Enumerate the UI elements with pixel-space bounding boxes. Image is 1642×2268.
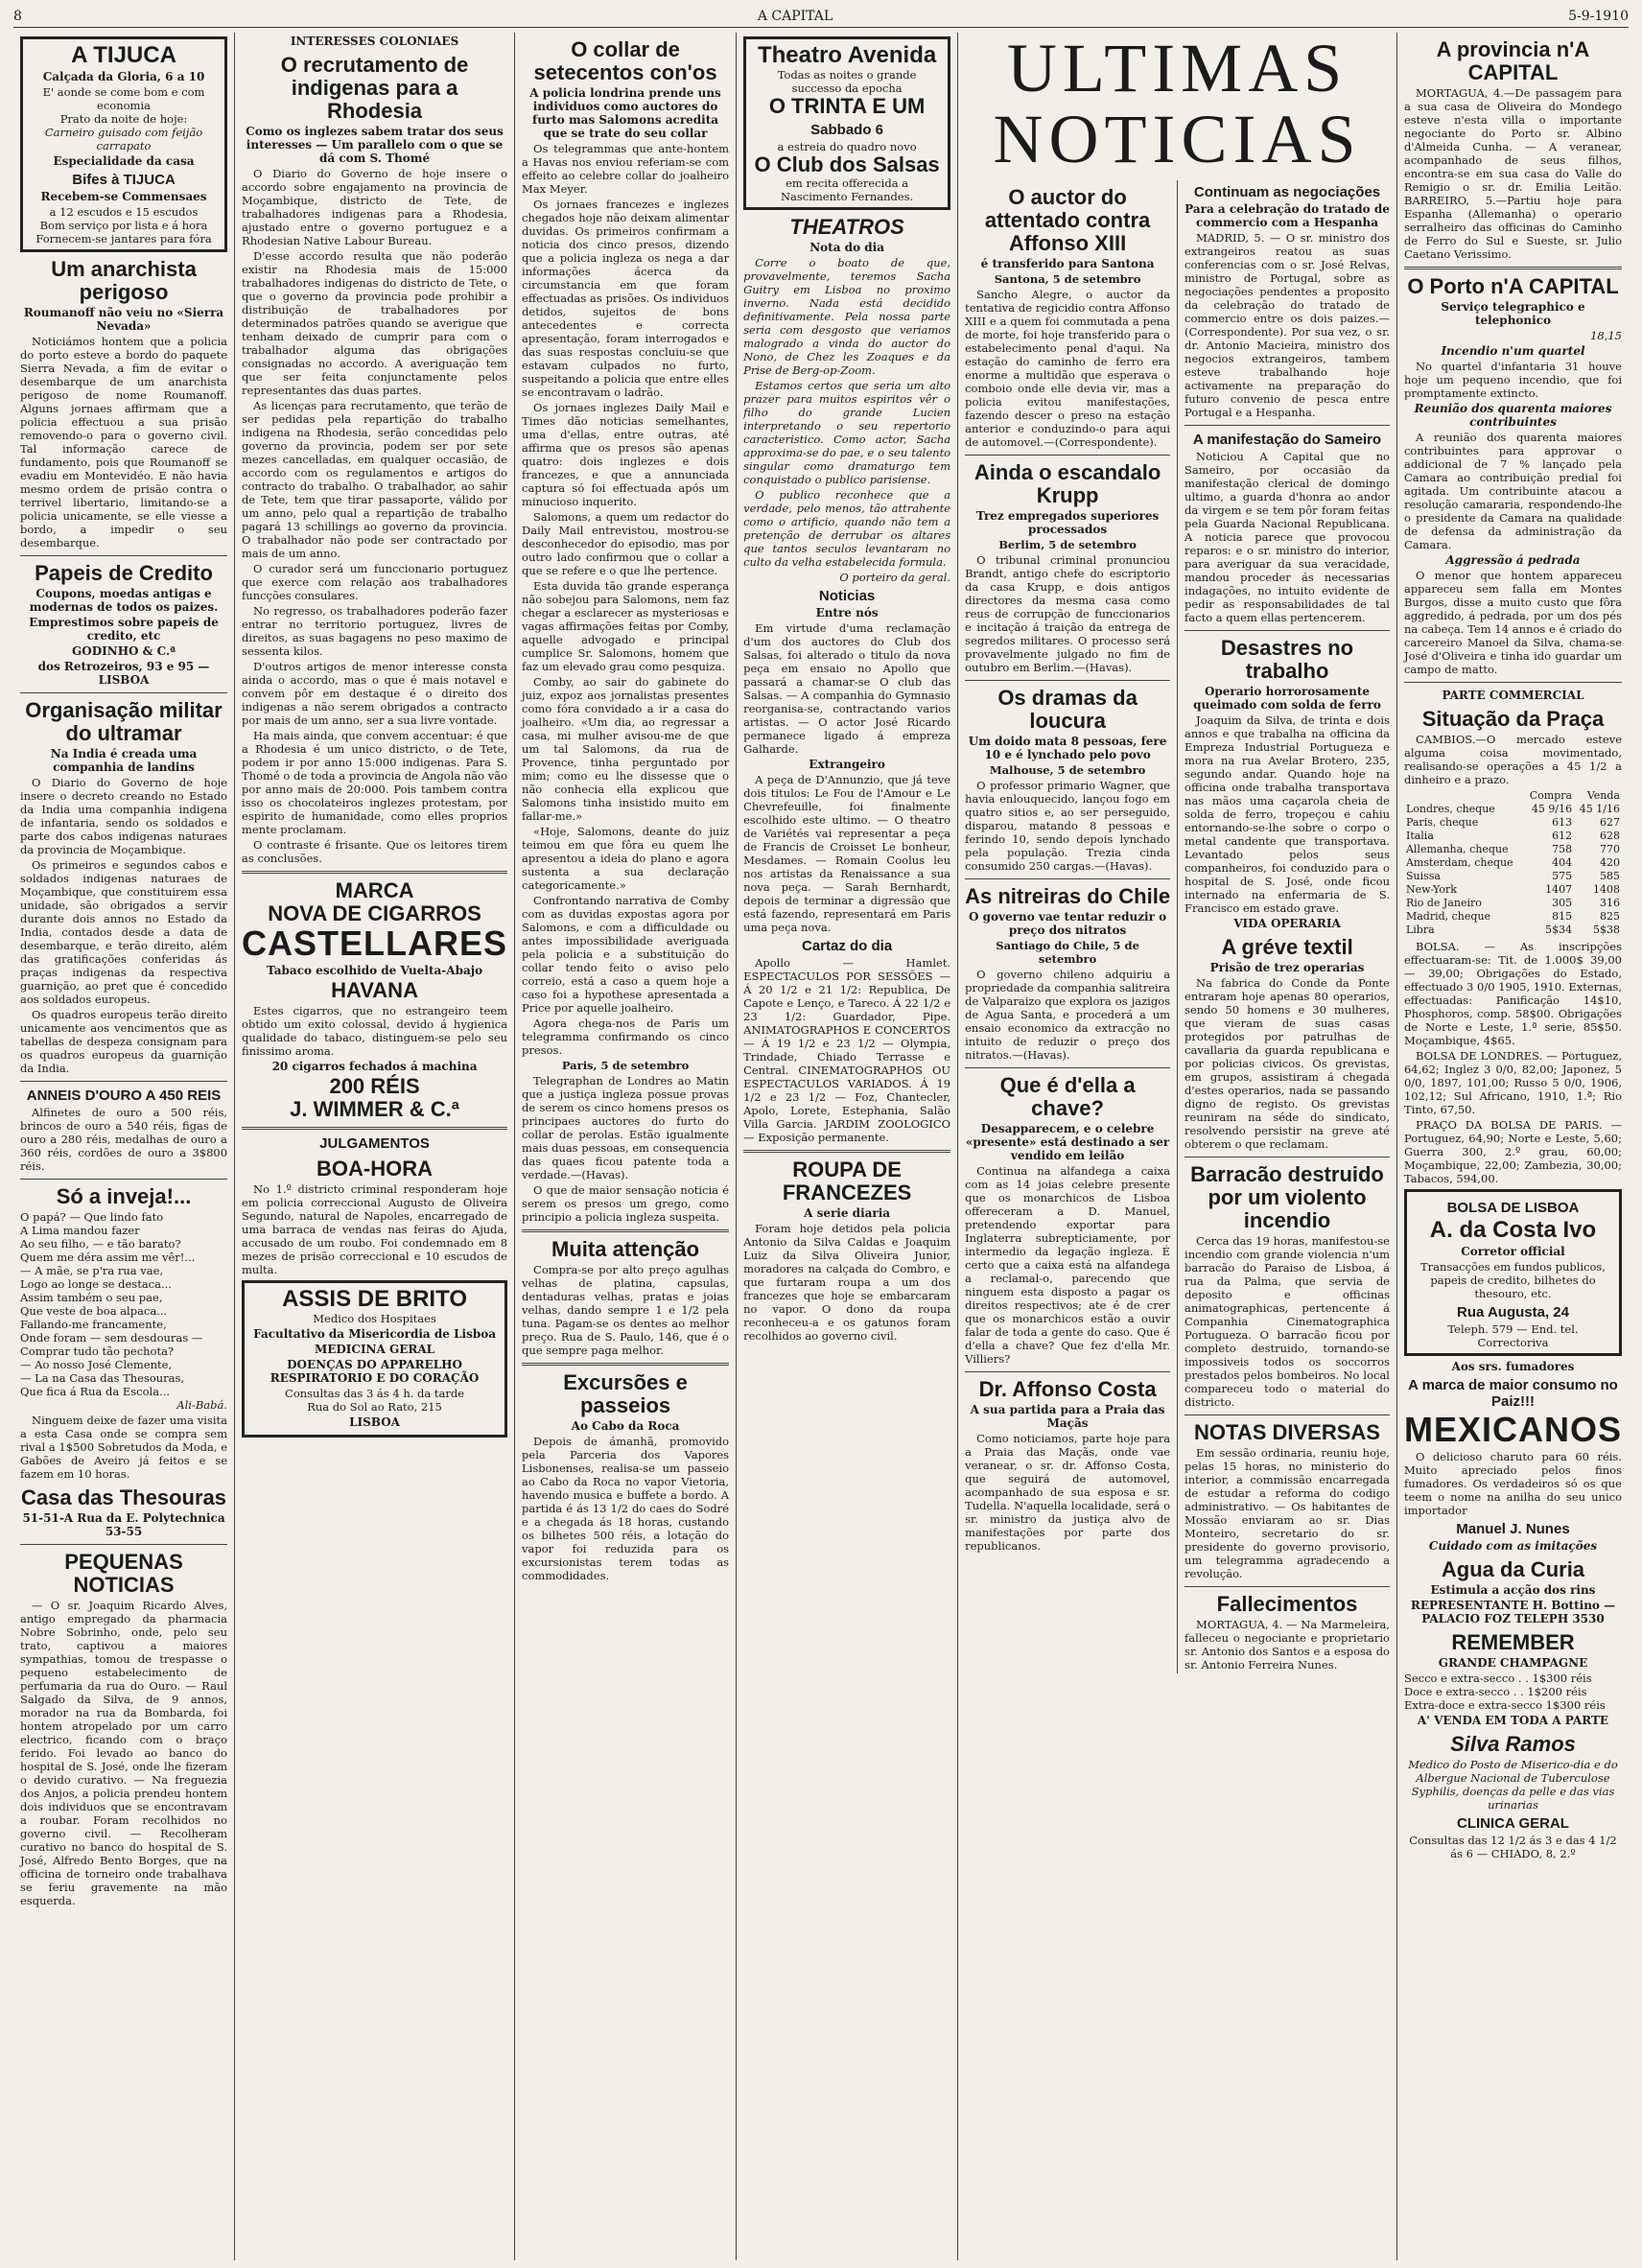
- rate-cell: 612: [1552, 830, 1573, 842]
- rate-cell: 5$38: [1593, 924, 1620, 936]
- ad-silva-line: Syphilis, doenças da pelle e das vias urinarias: [1411, 1785, 1615, 1812]
- table-row: [1404, 883, 1622, 897]
- theatro-avenida-ad: [743, 36, 950, 210]
- sameiro-headline: A manifestação do Sameiro: [1192, 432, 1382, 448]
- issue-date: 5-9-1910: [1568, 9, 1629, 24]
- article-paragraph: O Diario do Governo de hoje insere o decreto creando no Estado da India uma companhia indigena de infantaria, sendo os soldados e parte dos cabos indigenas naturaes da provincia de Moçambique.: [20, 776, 228, 856]
- article-paragraph: PRAÇO DA BOLSA DE PARIS. — Portuguez, 64,90; Norte e Leste, 5,60; Guerra 300, 2.º grau, 60,00; Moçambique, 22,00; Zambezia, 30,00; Tabacos, 594,00.: [1403, 1118, 1622, 1185]
- article-paragraph: Corre o boato de que, provavelmente, teremos Sacha Guitry em Lisboa no proximo inverno. Nada está decidido definitivamente. Pela nossa parte seria com desgosto que veriamos malogrado a vinda do auctor do Nono, de Chez les Zoaques e da Prise de Berg-op-Zoom.: [743, 256, 951, 377]
- ad-cigarros: 20 cigarros fechados á machina: [271, 1060, 478, 1073]
- ad-silva-line: Consultas das 12 1/2 ás 3 e das 4 1/2 ás 6 — CHIADO, 8, 2.º: [1409, 1834, 1617, 1860]
- rate-cell: 404: [1552, 856, 1573, 869]
- ad-paragraph: O delicioso charuto para 60 réis. Muito apreciado pelos finos fumadores. Os verdadeiros só os que teem o nome na anilha do seu unico importador: [1403, 1450, 1622, 1517]
- ad-nova: NOVA DE CIGARROS: [268, 901, 481, 925]
- article-paragraph: O que de maior sensação noticia é serem os presos um grego, como principio a policia ingleza suspeita.: [522, 1183, 730, 1224]
- theatro-line: a estreia do quadro novo: [777, 140, 917, 153]
- rate-cell: 815: [1552, 910, 1573, 923]
- roupa-headline: ROUPA DE FRANCEZES: [782, 1157, 912, 1204]
- assis-line: DOENÇAS DO APPARELHO RESPIRATORIO E DO CORAÇÃO: [270, 1358, 480, 1385]
- rate-cell: 5$34: [1545, 924, 1573, 936]
- divider: [20, 1544, 227, 1545]
- article-paragraph: MADRID, 5. — O sr. ministro dos extrangeiros reatou as suas conferencias com o sr. José Relvas, ministro de Portugal, sobre as negociações pendentes a proposito da celebração do tratado de commercio entre os dois paizes.—(Correspondente). Por sua vez, o sr. dr. Antonio Macieira, ministro dos negocios extrangeiros, tambem esteve trabalhando hoje activamente na preparação do futuro convenio de pesca entre Portugal e a Hespanha.: [1185, 231, 1390, 419]
- article-paragraph: Agora chega-nos de Paris um telegramma confirmando os cinco presos.: [522, 1017, 730, 1057]
- dateline: Paris, 5 de setembro: [561, 1059, 690, 1072]
- tijuca-line: Recebem-se Commensaes: [40, 190, 207, 203]
- ad-mexicanos: MEXICANOS: [1403, 1410, 1622, 1449]
- article-paragraph: Noticiou A Capital que no Sameiro, por occasião da manifestação clerical de domingo ultimo, a guarda d'honra ao andor da virgem e se tem pôr foram feitas pela Guarda Nacional Republicana. A noticia parece que provocou reparos: e o sr. ministro do interior, para averiguar da sua veracidade, mandou proceder ás necessarias indagações, no intuito evidente de pedir as responsabilidades de tal facto a quem ellas pertencerem.: [1185, 450, 1390, 624]
- currency-cell: New-York: [1405, 883, 1457, 896]
- ad-maior-consumo: A marca de maior consumo no Paiz!!!: [1408, 1377, 1618, 1410]
- ad-fumadores: Aos srs. fumadores: [1451, 1360, 1575, 1373]
- cartaz-headline: Cartaz do dia: [802, 938, 893, 954]
- article-paragraph: No quartel d'infantaria 31 houve hoje um pequeno incendio, que foi promptamente extincto.: [1403, 360, 1622, 400]
- table-row: [1404, 816, 1622, 830]
- papeis-line: Coupons, moedas antigas e modernas de todos os paizes.: [29, 587, 219, 614]
- casa-thesouras-address: 51-51-A Rua da E. Polytechnica 53-55: [22, 1511, 225, 1538]
- ad-silva-line: CLINICA GERAL: [1457, 1815, 1569, 1832]
- article-paragraph: D'esse accordo resulta que não poderão existir na Rhodesia mais de 15:000 trabalhadores indigenas do districto de Tete, o que o governo da provincia pode prohibir a distribuição de trabalhadores por determinados patrões quando se averigue que tenham deixado de cumprir para com o trabalhador alguma das obrigações consignadas no accordo. A averiguação tem que ser feita conjunctamente pelos representantes das duas partes.: [242, 249, 508, 397]
- article-paragraph: Os jornaes francezes e inglezes chegados hoje não deixam alimentar duvidas. Os primeiros confirmam a noticia dos cinco presos, dizendo que a policia ingleza os nega a dar informações ácerca da circumstancia em que foram effectuadas as prisões. Os individuos detidos, sujeitos de bons antecedentes e correcta apresentação, foram interrogados e das suas respostas concluiu-se que estavam culpados no furto, suspeitando a policia que entre elles se encontravam o ladrão.: [522, 198, 730, 399]
- article-paragraph: Os telegrammas que ante-hontem a Havas nos enviou referiam-se com effeito ao celebre collar do joalheiro Max Meyer.: [522, 142, 730, 196]
- tijuca-line: Bifes à TIJUCA: [72, 172, 176, 188]
- poem-line: Que fica á Rua da Escola...: [20, 1385, 171, 1398]
- assis-line: Rua do Sol ao Rato, 215: [307, 1400, 442, 1414]
- chave-subhead: Desapparecem, e o celebre «presente» está destinado a ser vendido em leilão: [965, 1122, 1170, 1162]
- extrangeiro-subhead: Extrangeiro: [809, 758, 885, 771]
- collar-subhead: A policia londrina prende uns individuos como auctores do furto mas Salomons acredita que se trate do seu collar: [529, 86, 721, 140]
- porto-time: 18,15: [1590, 329, 1622, 342]
- article-paragraph: O governo chileno adquiriu a propriedade da companhia salitreira de Valparaizo que explora os jazigos de Agua Santa, e procederá a um ensaio economico da extracção no intuito de reduzir o preço dos nitratos.—(Havas).: [965, 968, 1171, 1062]
- dateline: Santona, 5 de setembro: [994, 272, 1141, 286]
- tijuca-line: Fornecem-se jantares para fóra: [35, 232, 212, 246]
- divider: [242, 1127, 507, 1130]
- ad-remember-line: GRANDE CHAMPAGNE: [1438, 1656, 1588, 1670]
- papeis-line: dos Retrozeiros, 93 e 95 — LISBOA: [37, 660, 210, 687]
- article-paragraph: MORTAGUA, 4. — Na Marmeleira, falleceu o negociante e proprietario sr. Antonio dos Santos e a esposa do sr. Antonio Ferreira Nunes.: [1185, 1618, 1390, 1672]
- divider: [1404, 267, 1622, 269]
- poem-line: O papá? — Que lindo fato: [20, 1210, 164, 1224]
- ad-remember-line: Extra-doce e extra-secco 1$300 réis: [1403, 1698, 1606, 1712]
- ad-bolsa-line: Transacções em fundos publicos, papeis de credito, bilhetes do thesouro, etc.: [1419, 1260, 1606, 1300]
- article-paragraph: Ha mais ainda, que convem accentuar: é que a Rhodesia é um unico districto, o de Tete, podem ir por anno 15:000 indigenas. Para S. Thomé o de toda a provincia de Angola não vão por anno mais de 20:000. Pois tambem contra isso os chocolateiros inglezes protestam, por espirito de humanidade, como elles proprios mente proclamam.: [242, 729, 508, 836]
- currency-cell: Suissa: [1405, 870, 1441, 882]
- tijuca-line: E' aonde se come bom e com economia: [42, 85, 205, 112]
- negociacoes-subhead: Para a celebração do tratado de commercio com a Hespanha: [1185, 202, 1390, 229]
- theatro-line: O Club dos Salsas: [754, 152, 940, 176]
- ad-silva-ramos: Silva Ramos: [1450, 1732, 1576, 1756]
- article-paragraph: No 1.º districto criminal responderam hoje em policia correccional Augusto de Oliveira Segundo, natural de Napoles, encarregado de uma barraca de vendas nas feiras do Ajuda, accusado de um roubo. Foi condemnado em 8 mezes de prisão correccional e 10 escudos de multa.: [242, 1182, 508, 1276]
- signature: O porteiro da geral.: [839, 571, 951, 584]
- noticias-subhead: Entre nós: [815, 606, 879, 620]
- article-paragraph: — O sr. Joaquim Ricardo Alves, antigo empregado da pharmacia Nobre Sobrinho, onde, pelo seu trato, captivou a maiores sympathias, tomou de trespasse o pequeno estabelecimento de perfumaria da rua do Ouro. — Raul Salgado da Silva, de 9 annos, morador na rua da Bombarda, foi hontem atropelado por um carro electrico, ficando com o braço ferido. Foi levado ao banco do hospital de S. José, onde lhe fizeram o devido curativo. — Na freguezia dos Anjos, a policia prendeu hontem dois individuos que se encontravam a roubar. Foram recolhidos no governo civil. — Recolheram curativo no banco do hospital de S. José, Alfredo Bento Borges, que na officina de torneiro onde trabalhava se feriu gravemente na mão esquerda.: [20, 1599, 228, 1907]
- rate-cell: 575: [1552, 870, 1573, 882]
- porto-item-head: Incendio n'um quartel: [1441, 344, 1585, 358]
- poem-line: Onde foram — sem desdouras —: [20, 1331, 203, 1344]
- attentado-subhead: é transferido para Santona: [980, 257, 1155, 270]
- julgamentos-headline: JULGAMENTOS: [319, 1135, 430, 1152]
- article-paragraph: As licenças para recrutamento, que terão de ser pedidas pela repartição do trabalho indigena na Rhodesia, serão concedidas pelo governo da provincia, podem ser por sete mezes cancelladas, em qualquer occasião, de accordo com os regulamentos e artigos do contracto do trabalho. O trabalhador, ao sahir de Tete, tem que tirar passaporte, válido por um anno, pelo qual a repartição de trabalho pagará 13 schillings ao governo da provincia. O trabalhador não pode ser contractado por mais de um anno.: [242, 399, 508, 560]
- column-header: Compra: [1529, 789, 1573, 802]
- divider: [522, 1363, 729, 1366]
- ad-price: 200 RÉIS: [329, 1074, 420, 1098]
- assis-title: ASSIS DE BRITO: [282, 1286, 467, 1312]
- poem-line: — La na Casa das Thesouras,: [20, 1371, 185, 1385]
- theatro-line: em recita offerecida a Nascimento Fernandes.: [780, 176, 914, 203]
- desastres-headline: Desastres no trabalho: [1220, 636, 1354, 683]
- negociacoes-headline: Continuam as negociações: [1193, 184, 1381, 200]
- exchange-rows: [1404, 803, 1622, 937]
- article-paragraph: O professor primario Wagner, que havia enlouquecido, lançou fogo em quatro sitios e, ao ser perseguido, disparou, matando 8 pessoas e ferindo 10, sendo depois lynchado pela população. Trezia cinda consumido 250 cargas.—(Havas).: [965, 779, 1171, 873]
- tijuca-line: Prato da noite de hoje:: [59, 112, 188, 126]
- divider: [1404, 682, 1622, 683]
- ad-paragraph: Estes cigarros, que no estrangeiro teem obtido um exito colossal, devido á hygienica qualidade do tabaco, distinguem-se pelo seu finissimo aroma.: [242, 1004, 508, 1058]
- provincia-headline: A provincia n'A CAPITAL: [1436, 37, 1590, 84]
- column-3: [515, 33, 737, 2260]
- article-paragraph: CAMBIOS.—O mercado esteve alguma coisa movimentado, realisando-se operações a 45 1/2 a dinheiro e a prazo.: [1403, 733, 1622, 786]
- rate-cell: 305: [1552, 897, 1573, 909]
- column-header: Venda: [1586, 789, 1620, 802]
- porto-item-head: Aggressão á pedrada: [1445, 553, 1581, 567]
- greve-subhead: Prisão de trez operarias: [1209, 961, 1365, 974]
- poem-line: Comprar tudo tão pechota?: [20, 1344, 175, 1358]
- poem-line: Que veste de boa alpaca...: [20, 1304, 168, 1318]
- article-paragraph: Os jornaes inglezes Daily Mail e Times dão noticias semelhantes, uma d'ellas, entre outras, até affirma que os presos são apenas quatro: dois inglezes e dois francezes, e que a annunciada captura só foi effectuada após um minucioso inquerito.: [522, 401, 730, 508]
- ad-bolsa-line: Corretor official: [1461, 1245, 1565, 1258]
- article-paragraph: O publico reconhece que a verdade, pelo menos, tão attrahente como o artificio, quando não tem a pretenção de derrubar os altares que tantos seculos levantaram no culto da velha estabelecida formula.: [743, 488, 951, 569]
- ad-bolsa-line: Teleph. 579 — End. tel. Correctoriva: [1447, 1322, 1579, 1349]
- currency-cell: Paris, cheque: [1405, 816, 1479, 829]
- poem-line: — A mãe, se p'ra rua vae,: [20, 1264, 164, 1277]
- divider: [1185, 425, 1390, 426]
- attencao-headline: Muita attenção: [551, 1237, 700, 1261]
- pequenas-noticias-headline: PEQUENAS NOTICIAS: [64, 1550, 183, 1597]
- attentado-headline: O auctor do attentado contra Affonso XIII: [984, 185, 1151, 255]
- tijuca-line: Carneiro guisado com feijão carrapato: [44, 126, 203, 152]
- column-1: [13, 33, 235, 2260]
- excursoes-headline: Excursões e passeios: [563, 1370, 688, 1417]
- table-row: [1404, 870, 1622, 883]
- ultimas-right: [1178, 180, 1390, 1673]
- anarchist-headline: Um anarchista perigoso: [51, 257, 197, 304]
- ad-silva-line: Medico do Posto de Miserico-dia e do Albergue Nacional de Tuberculose: [1408, 1758, 1618, 1785]
- ultimas-noticias-banner: ULTIMAS NOTICIAS: [993, 30, 1362, 177]
- article-paragraph: BOLSA. — As inscripções effectuaram-se: Tit. de 1.000$ 39,00 — 39,00; Obrigações do Estado, effectuado 3 0/0 1905, 1910. Externas, effectuadas: Panificação 14$10, Phosphoros, comp. 58$00. Obrigações de Norte e Leste, 1.ª serie, 85$50. Moçambique, 4$65.: [1403, 940, 1622, 1047]
- table-row: [1404, 924, 1622, 937]
- rate-cell: 1408: [1593, 883, 1620, 896]
- desastres-subhead: Operario horrorosamente queimado com solda de ferro: [1193, 685, 1381, 712]
- poem-line: — Ao nosso José Clemente,: [20, 1358, 173, 1371]
- ad-remember-line: Secco e extra-secco . . 1$300 réis: [1403, 1672, 1592, 1685]
- divider: [1185, 1586, 1390, 1587]
- recruitment-subhead: Como os inglezes sabem tratar dos seus interesses — Um parallelo com o que se dá com S. Thomé: [246, 125, 504, 165]
- dateline: Berlim, 5 de setembro: [998, 538, 1137, 551]
- assis-line: Consultas das 3 ás 4 h. da tarde: [285, 1387, 465, 1400]
- article-paragraph: O menor que hontem appareceu appareceu sem falla em Montes Burgos, disse a muito custo que fôra aggredido, á pedrada, por um dos pés na cabeça. Tem 14 annos e é criado do carcereiro Manoel da Silva, chama-se José d'Oliveira e tinha ido guardar um campo de matto.: [1403, 569, 1622, 676]
- article-paragraph: Os quadros europeus terão direito unicamente aos vencimentos que as tabellas de despeza consignam para os quadros europeus da guarnição da India.: [20, 1008, 228, 1075]
- ad-remember-line: Doce e extra-secco . . 1$200 réis: [1403, 1685, 1587, 1698]
- bolsa-lisboa-ad: [1404, 1189, 1622, 1356]
- tijuca-line: Bom serviço por lista e á hora: [39, 219, 208, 232]
- article-paragraph: Telegraphan de Londres ao Matin que a justiça ingleza possue provas de serem os cinco homens presos os principaes auctores do furto do collar de perolas. Estão igualmente mais duas pessoas, em consequencia das quaes ficou patente toda a verdade.—(Havas).: [522, 1074, 730, 1181]
- article-paragraph: «Hoje, Salomons, deante do juiz teimou em que fôra eu quem lhe apresentou a ideia do plano e agora sustenta a sua declaração categoricamente.»: [522, 825, 730, 892]
- porto-headline: O Porto n'A CAPITAL: [1407, 274, 1619, 298]
- porto-item-head: Reunião dos quarenta maiores contribuintes: [1414, 402, 1612, 429]
- affonso-costa-subhead: A sua partida para a Praia das Maçãs: [970, 1403, 1165, 1430]
- affonso-costa-headline: Dr. Affonso Costa: [978, 1377, 1157, 1401]
- loucura-subhead: Um doido mata 8 pessoas, fere 10 e é lynchado pelo povo: [968, 735, 1167, 761]
- article-paragraph: Esta duvida tão grande esperança não sobejou para Salomons, nem faz chegar a esclarecer as mysteriosas e vagas affirmações feitas por Comby, aquelle advogado e principal cumplice Sr. Salomons, homem que faz um elevado grau como pesquiza.: [522, 579, 730, 673]
- ad-remember: REMEMBER: [1451, 1630, 1575, 1654]
- article-paragraph: Na fabrica do Conde da Ponte entraram hoje apenas 80 operarios, sendo 50 homens e 30 mulheres, que vieram de suas casas protegidos por patrulhas de cavallaria da guarda republicana e por policias civicos. Os grevistas, em grupos, assistiram á chegada d'estes operarios, nada se passando digno de registo. Os grevistas reuniram na séde do sindicato, resolvendo persistir na greve até obterem o que reclamam.: [1185, 976, 1390, 1151]
- table-row: [1404, 830, 1622, 843]
- divider: [965, 680, 1170, 681]
- krupp-subhead: Trez empregados superiores processados: [975, 509, 1160, 536]
- divider: [20, 1179, 227, 1180]
- article-paragraph: A peça de D'Annunzio, que já teve dois titulos: Le Fou de l'Amour e Le Chevrefeuille, foi finalmente escolhido este ultimo. — O theatro de Variétés vai representar a peça de Francis de Croisset Le bonheur, Mesdames. — Romain Coolus leu nos artistas da Renaissance a sua nova peça. — Sarah Bernhardt, depois de terminar a digressão que está fazendo, representará em Paris uma peça nova.: [743, 773, 951, 934]
- barracao-headline: Barracão destruido por um violento incendio: [1190, 1162, 1384, 1232]
- poem-line: Quem me déra assim me vêr!...: [20, 1251, 196, 1264]
- table-row: [1404, 843, 1622, 856]
- rate-cell: 585: [1600, 870, 1620, 882]
- article-paragraph: Em sessão ordinaria, reuniu hoje, pelas 15 horas, no ministerio do interior, a commissão encarregada de estudar a reforma do codigo administrativo. — Os habitantes de Mossão enviaram ao sr. Dias Monteiro, secretario do sr. presidente do governo provisorio, um telegramma agradecendo a revolução.: [1185, 1446, 1390, 1580]
- parte-commercial-label: PARTE COMMERCIAL: [1442, 689, 1584, 702]
- ad-curia-sub: Estimula a acção dos rins: [1430, 1583, 1596, 1597]
- vida-operaria-label: VIDA OPERARIA: [1233, 917, 1341, 930]
- article-paragraph: O tribunal criminal pronunciou Brandt, antigo chefe do escriptorio da casa Krupp, e dois antigos directores da mesma casa como reus de corrupção de funccionarios e incitação á traição da entrega de segredos militares. O processo será provavelmente julgado no fim de outubro em Berlim.—(Havas).: [965, 553, 1171, 674]
- ad-representante: REPRESENTANTE H. Bottino — PALACIO FOZ TELEPH 3530: [1410, 1599, 1616, 1625]
- article-paragraph: Confrontando narrativa de Comby com as duvidas expostas agora por Salomons, e com a difficuldade ou antes impossibilidade averiguada pela policia e a substituição do collar tendo feito o aviso pelo correio, está a caso a quem hoje a caso foi a hypothese apresentada a Price por aquelle joalheiro.: [522, 894, 730, 1015]
- article-paragraph: Em virtude d'uma reclamação d'um dos auctores do Club dos Salsas, foi alterado o titulo da nova peça em ensaio no Apollo que passará a chamar-se O club das Salsas. — A companhia do Gymnasio reorganisa-se, contractando varios artistas. — O actor José Ricardo permanece ligado á empreza Galharde.: [743, 621, 951, 756]
- ad-marca: MARCA: [335, 878, 414, 902]
- ad-havana: HAVANA: [331, 978, 418, 1002]
- dateline: Santiago do Chile, 5 de setembro: [996, 939, 1139, 966]
- article-paragraph: Apollo — Hamlet. ESPECTACULOS POR SESSÕES — Á 20 1/2 e 21 1/2: Republica, De Capote e Lenço, e Tareco. Á 22 1/2 e 23 1/2: Guardador, Pipe. ANIMATOGRAPHOS E CONCERTOS — Á 19 1/2 e 23 1/2 — Olympia, Trindade, Chiado Terrasse e Central. CINEMATOGRAPHOS OU ESPECTACULOS VARIADOS. Á 19 1/2 e 23 1/2 — Foz, Chantecler, Apolo, Lorete, Estephania, Salão Villa Garcia. JARDIM ZOOLOGICO — Exposição permanente.: [743, 956, 951, 1144]
- column-2: [235, 33, 515, 2260]
- poem-line: Assim também o seu pae,: [20, 1291, 163, 1304]
- loucura-headline: Os dramas da loucura: [997, 686, 1138, 733]
- divider: [743, 1150, 950, 1153]
- tijuca-title: A TIJUCA: [71, 42, 176, 68]
- column-far-right: [1397, 33, 1629, 2260]
- anarchist-subhead: Roumanoff não veiu no «Sierra Nevada»: [23, 306, 224, 333]
- ultimas-columns: [965, 180, 1390, 1673]
- anneis-headline: ANNEIS D'OURO A 450 REIS: [26, 1087, 222, 1104]
- recruitment-headline: O recrutamento de indigenas para a Rhodesia: [280, 53, 469, 123]
- dateline: Malhouse, 5 de setembro: [989, 763, 1146, 777]
- divider: [522, 1229, 729, 1232]
- article-paragraph: MORTAGUA, 4.—De passagem para a sua casa de Oliveira do Mondego esteve n'esta villa o importante negociante do Porto sr. Albino d'Almeida Cunha. — A veranear, acompanhado de seus filhos, encontra-se em sua casa do Valle do Remigio o sr. dr. Emilia Leitão. BARREIRO, 5.—Partiu hoje para Espanha (Allemanha) o operario serralheiro das officinas do Caminho de Ferro do Sul e Sueste, sr. Julio Caetano Verissimo.: [1403, 86, 1622, 261]
- divider: [1185, 630, 1390, 631]
- papeis-line: Emprestimos sobre papeis de credito, etc: [29, 616, 219, 643]
- article-paragraph: Alfinetes de ouro a 500 réis, brincos de ouro a 540 réis, figas de ouro a 280 réis, medalhas de ouro a 360 réis, cordões de ouro a 3$800 réis.: [20, 1106, 228, 1173]
- assis-line: Facultativo da Misericordia de Lisboa: [253, 1327, 496, 1341]
- table-row: [1404, 803, 1622, 816]
- currency-cell: Allemanha, cheque: [1405, 843, 1509, 855]
- assis-line: LISBOA: [349, 1415, 400, 1429]
- article-paragraph: Noticiámos hontem que a policia do porto esteve a bordo do paquete Sierra Nevada, a fim de evitar o desembarque de um anarchista perigoso de nome Roumanoff. Alguns jornaes affirmam que a policia effectuou a sua prisão removendo-o para o governo civil. Tal informação carece de fundamento, pois que Roumanoff se evadiu em Montevidéo. E não havia mesmo ordem de prisão contra o terrivel libertario, limitando-se a policia unicamente, se elle viesse a bordo, a impedir o seu desembarque.: [20, 335, 228, 549]
- papeis-headline: Papeis de Credito: [35, 561, 213, 585]
- ad-remember-line: A' VENDA EM TODA A PARTE: [1417, 1714, 1609, 1727]
- article-paragraph: Sancho Alegre, o auctor da tentativa de regicidio contra Affonso XIII e a quem foi commutada a pena de morte, foi hoje transferido para o estabelecimento penal d'aqui. Na estação do caminho de ferro era enorme a multidão que esperava o comboio onde elle devia vir, mas a policia evitou manifestações, fazendo descer o preso na estação anterior e conduzindo-o para aqui de automovel.—(Correspondente).: [965, 288, 1171, 449]
- ad-castellares: CASTELLARES: [242, 924, 508, 963]
- rate-cell: 613: [1552, 816, 1573, 829]
- article-paragraph: O curador será um funccionario portuguez que exerce com relação aos trabalhadores funcções consulares.: [242, 562, 508, 602]
- tijuca-line: Especialidade da casa: [53, 154, 195, 168]
- article-paragraph: Os primeiros e segundos cabos e soldados indigenas naturaes de Moçambique, que constituirem essa unidade, são obrigados a servir durante dois annos no Estado da India, contados desde a data de desembarque, e terão direito, além das gratificações conferidas ás praças indigenas da respectiva guarnição, ao pret que é concedido aos soldados europeus.: [20, 858, 228, 1006]
- masthead: [13, 6, 1629, 28]
- praca-headline: Situação da Praça: [1421, 707, 1605, 731]
- rate-cell: 627: [1600, 816, 1620, 829]
- ultimas-left: [965, 180, 1178, 1673]
- notas-diversas-headline: NOTAS DIVERSAS: [1194, 1420, 1380, 1444]
- rate-cell: 420: [1600, 856, 1620, 869]
- so-inveja-headline: Só a inveja!...: [56, 1184, 192, 1208]
- currency-cell: Amsterdam, cheque: [1405, 856, 1513, 869]
- assis-brito-ad: [242, 1280, 507, 1438]
- assis-line: MEDICINA GERAL: [314, 1343, 435, 1356]
- table-header-row: [1404, 789, 1622, 803]
- ad-firm: J. WIMMER & C.ª: [290, 1097, 459, 1121]
- theatro-line: Todas as noites o grande successo da epocha: [777, 68, 917, 95]
- currency-cell: Libra: [1405, 924, 1435, 936]
- paper-title: A CAPITAL: [757, 9, 833, 24]
- divider: [20, 1081, 227, 1082]
- boa-hora-headline: BOA-HORA: [317, 1157, 434, 1181]
- currency-cell: Madrid, cheque: [1405, 910, 1491, 923]
- rate-cell: 45 9/16: [1531, 803, 1573, 815]
- castellares-ad: [242, 879, 507, 1121]
- article-paragraph: D'outros artigos de menor interesse consta ainda o accordo, mas o que é mais notavel e convem pôr em destaque é o direito dos indigenas a não serem obrigados a contracto por mais de um anno, ser a sua livre vontade.: [242, 660, 508, 727]
- article-paragraph: A reunião dos quarenta maiores contribuintes para approvar o addicional de 7 % lançado pela Camara ao contribuição predial foi agitada. Um contribuinte atacou a resolução camararia, respondendo-lhe o presidente da Camara na qualidade de defensa da administração da Camara.: [1403, 431, 1622, 551]
- theatro-title: Theatro Avenida: [757, 42, 937, 68]
- column-4: [737, 33, 958, 2260]
- article-paragraph: Salomons, a quem um redactor do Daily Mail entrevistou, mostrou-se desconhecedor do episodio, mas por outro lado confirmou que o collar a que se refere e o que lhe pertence.: [522, 510, 730, 577]
- nitreiras-headline: As nitreiras do Chile: [965, 884, 1171, 908]
- nitreiras-subhead: O governo vae tentar reduzir o preço dos nitratos: [969, 910, 1167, 937]
- poem-line: A Lima mandou fazer: [20, 1224, 140, 1237]
- exchange-table: [1404, 789, 1622, 937]
- roupa-subhead: A serie diaria: [804, 1206, 891, 1220]
- columns: [13, 30, 1629, 2260]
- article-paragraph: Continua na alfandega a caixa com as 14 joias celebre presente que os monarchicos de Lisboa offereceram a D. Manuel, pretendendo exportar para Inglaterra subrepticiamente, por intermedio da legação ingleza. É certo que a caixa está na alfandega a reclamal-o, parecendo que ninguem esta disposto a pagar os direitos respectivos; ate é de crer que os monarchicos estão a ouvir falar de toda a gente do caso. Que é d'ella a chave? Que fez d'ella Mr. Villiers?: [965, 1164, 1171, 1366]
- poem-line: Fallando-me francamente,: [20, 1318, 167, 1331]
- rate-cell: 825: [1600, 910, 1620, 923]
- currency-cell: Italia: [1405, 830, 1434, 842]
- divider: [965, 1067, 1170, 1068]
- table-row: [1404, 856, 1622, 870]
- excursoes-subhead: Ao Cabo da Roca: [571, 1419, 680, 1433]
- article-paragraph: Cerca das 19 horas, manifestou-se incendio com grande violencia n'um barracão do Paraiso de Lisboa, á rua da Palma, que servia de deposito e officinas animatographicas, pertencente á Companhia Cinematographica Portugueza. O barracão ficou por completo destruido, tornando-se impossiveis todos os soccorros prestados pelos bombeiros. No local compareceu todo o material do districto.: [1185, 1234, 1390, 1409]
- org-headline: Organisação militar do ultramar: [25, 698, 223, 745]
- ad-bolsa-line: Rua Augusta, 24: [1457, 1304, 1569, 1321]
- rate-cell: 45 1/16: [1579, 803, 1620, 815]
- noticias-headline: Noticias: [818, 588, 876, 604]
- article-paragraph: Comby, ao sair do gabinete do juiz, expoz aos jornalistas presentes como fóra convidado a ir a casa do joalheiro. «Um dia, ao regressar a casa, mi mulher avisou-me de que um tal Salomons, da rua de Provence, tinha perguntado por mim; como eu lhe dissesse que o não conhecia ella explicou que Salomons tinha insistido muito em fallar-me.»: [522, 675, 730, 823]
- tijuca-line: a 12 escudos e 15 escudos: [49, 205, 199, 219]
- page-number: 8: [13, 9, 22, 24]
- ad-nunes: Manuel J. Nunes: [1456, 1521, 1570, 1537]
- article-paragraph: Foram hoje detidos pela policia Antonio da Silva Caldas e Joaquim Luiz da Silva Oliveira Junior, moradores na calçada do Combro, e que furtaram roupa a um dos francezes que hoje se embarcaram no vapor. O dono da roupa reconheceu-a e os gatunos foram recolhidos ao governo civil.: [743, 1222, 951, 1343]
- ad-bolsa-name: A. da Costa Ivo: [1429, 1217, 1597, 1243]
- article-paragraph: Depois de ámanhã, promovido pela Parceria dos Vapores Lisbonenses, realisa-se um passeio ao Cabo da Roca no vapor Vietoria, havendo musica e buffete a bordo. A partida é ás 13 1/2 do caes do Sodré e a chegada ás 18 horas, custando os bilhetes 500 réis, a lotação do vapor foi reduzida para os excursionistas terem todas as commodidades.: [522, 1435, 730, 1582]
- ad-bolsa-title: BOLSA DE LISBOA: [1446, 1200, 1580, 1216]
- assis-line: Medico dos Hospitaes: [313, 1312, 436, 1325]
- rate-cell: 758: [1552, 843, 1573, 855]
- divider: [20, 555, 227, 556]
- krupp-headline: Ainda o escandalo Krupp: [973, 460, 1161, 507]
- fallecimentos-headline: Fallecimentos: [1216, 1592, 1358, 1616]
- tijuca-address: Calçada da Gloria, 6 a 10: [42, 70, 205, 83]
- currency-cell: Londres, cheque: [1405, 803, 1495, 815]
- porto-subhead: Serviço telegraphico e telephonico: [1441, 300, 1585, 327]
- currency-cell: Rio de Janeiro: [1405, 897, 1482, 909]
- theatros-headline: THEATROS: [789, 215, 904, 239]
- article-paragraph: No regresso, os trabalhadores poderão fazer entrar no territorio portuguez, livres de direitos, as suas bagagens no peso maximo de sessenta kilos.: [242, 604, 508, 658]
- poem-line: Ao seu filho, — e tão barato?: [20, 1237, 181, 1251]
- ad-curia: Agua da Curia: [1441, 1557, 1585, 1581]
- article-paragraph: Compra-se por alto preço agulhas velhas de platina, capsulas, dentaduras velhas, pratas e joias velhas, dando sempre 1 e 1/2 pela tuna. Pagam-se os dentes ao melhor preço. Rua de S. Paulo, 146, que é o que sempre paga melhor.: [522, 1263, 730, 1357]
- collar-headline: O collar de setecentos con'os: [533, 37, 717, 84]
- article-paragraph: O contraste é frisante. Que os leitores tirem as conclusões.: [242, 838, 508, 865]
- article-paragraph: O Diario do Governo de hoje insere o accordo sobre engajamento na provincia de Moçambique, districto de Tete, de trabalhadores indigenas para a Rhodesia, ajustado entre o governo portuguez e a Rhodesian Native Labour Bureau.: [242, 167, 508, 247]
- chave-headline: Que é d'ella a chave?: [999, 1073, 1136, 1120]
- poem-line: Logo ao longe se destaca...: [20, 1277, 172, 1291]
- org-subhead: Na India é creada uma companhia de landins: [50, 747, 198, 774]
- rate-cell: 1407: [1545, 883, 1573, 896]
- article-paragraph: Como noticiamos, parte hoje para a Praia das Maçãs, onde vae veranear, o sr. dr. Affonso Costa, que seguirá de automovel, acompanhado de sua esposa e sr. Tudella. N'aquella localidade, será o sr. ministro da justiça alvo de manifestações por parte dos republicanos.: [965, 1432, 1171, 1553]
- greve-headline: A gréve textil: [1221, 935, 1353, 959]
- divider: [20, 692, 227, 693]
- article-paragraph: BOLSA DE LONDRES. — Portuguez, 64,62; Inglez 3 0/0, 82,00; Japonez, 5 0/0, 1897, 101,00; Russo 5 0/0, 1906, 102,12; Sul Africano, 1910, 1.ª; Rio Tinto, 67,50.: [1403, 1049, 1622, 1116]
- article-paragraph: Estamos certos que seria um alto prazer para muitos espiritos vêr o filho do grande Lucien interpretando o seu repertorio caracteristico. Como actor, Sacha approxima-se do pae, e o seu talento singular como dramaturgo tem conquistado o publico parisiense.: [743, 379, 951, 486]
- theatro-line: O TRINTA E UM: [768, 94, 926, 118]
- table-row: [1404, 910, 1622, 924]
- rate-cell: 316: [1600, 897, 1620, 909]
- ad-tabaco: Tabaco escolhido de Vuelta-Abajo: [266, 964, 483, 977]
- casa-thesouras-headline: Casa das Thesouras: [21, 1485, 226, 1509]
- rate-cell: 770: [1600, 843, 1620, 855]
- article-paragraph: Joaquim da Silva, de trinta e dois annos e que trabalha na officina da Empreza Industrial Portugueza e mora na rua Avelar Brotero, 235, segundo andar. Quando hoje na officina onde trabalha transportava nas mãos uma caçarola cheia de solda de ferro, tropeçou e cahiu entornando-se-lhe sobre o corpo o metal candente que transportava. Levantado pelos seus companheiros, foi conduzido para o hospital de S. José, onde ficou internado na enfermaria de S. Francisco em estado grave.: [1185, 713, 1390, 915]
- ad-imitacoes: Cuidado com as imitações: [1428, 1539, 1598, 1553]
- section-label: INTERESSES COLONIAES: [290, 35, 459, 48]
- table-row: [1404, 897, 1622, 910]
- poem-signature: Ali-Babá.: [176, 1398, 228, 1412]
- ultimas-noticias-section: [958, 30, 1397, 2260]
- divider: [242, 871, 507, 874]
- divider: [965, 455, 1170, 456]
- rate-cell: 628: [1600, 830, 1620, 842]
- papeis-line: GODINHO & C.ª: [72, 644, 176, 658]
- divider: [965, 1371, 1170, 1372]
- article-paragraph: Ninguem deixe de fazer uma visita a esta Casa onde se compra sem rival a 1$500 Sobretudos da Moda, e Gabões de Aveiro já feitos e se fazem em 10 horas.: [20, 1414, 228, 1481]
- tijuca-ad: [20, 36, 227, 252]
- divider: [965, 878, 1170, 879]
- theatro-line: Sabbado 6: [810, 122, 884, 138]
- theatros-subhead: Nota do dia: [809, 241, 884, 254]
